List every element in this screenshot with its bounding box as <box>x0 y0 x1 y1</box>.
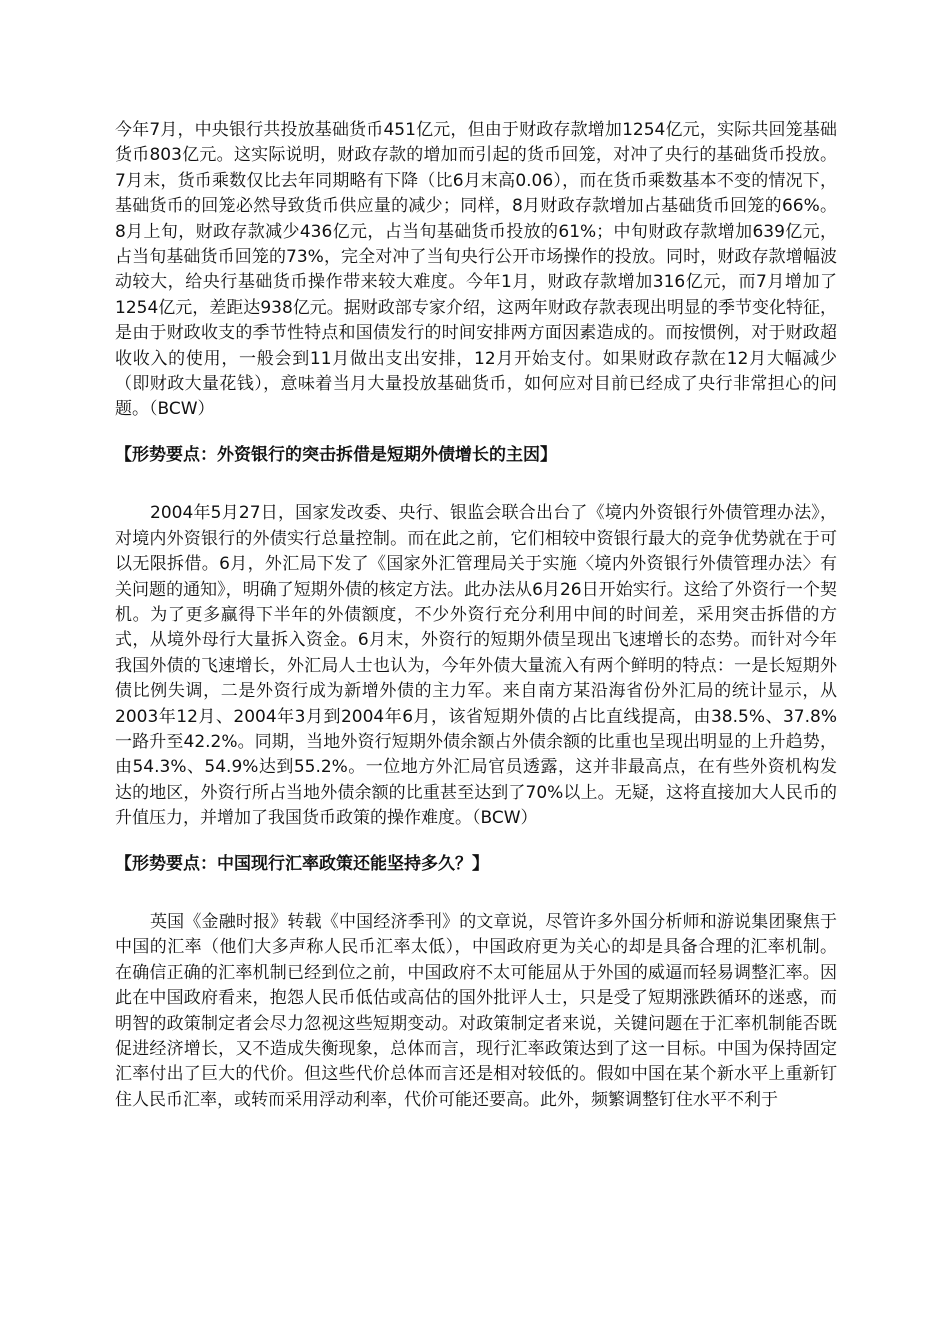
body-paragraph: 今年7月，中央银行共投放基础货币451亿元，但由于财政存款增加1254亿元，实际共回笼基础货币803亿元。这实际说明，财政存款的增加而引起的货币回笼，对冲了央行的基础货币投放。7月末，货币乘数仅比去年同期略有下降（比6月末高0.06），而在货币乘数基本不变的情况下，基础货币的回笼必然导致货币供应量的减少；同样，8月财政存款增加占基础货币回笼的66%。8月上旬，财政存款减少436亿元，占当旬基础货币投放的61%；中旬财政存款增加639亿元，占当旬基础货币回笼的73%，完全对冲了当旬央行公开市场操作的投放。同时，财政存款增幅波动较大，给央行基础货币操作带来较大难度。今年1月，财政存款增加316亿元，而7月增加了1254亿元，差距达938亿元。据财政部专家介绍，这两年财政存款表现出明显的季节变化特征，是由于财政收支的季节性特点和国债发行的时间安排两方面因素造成的。而按惯例，对于财政超收收入的使用，一般会到11月做出支出安排，12月开始支付。如果财政存款在12月大幅减少（即财政大量花钱），意味着当月大量投放基础货币，如何应对目前已经成了央行非常担心的问题。（BCW） <box>115 120 837 420</box>
document-page <box>115 118 837 1113</box>
body-paragraph: 2004年5月27日，国家发改委、央行、银监会联合出台了《境内外资银行外债管理办法》，对境内外资银行的外债实行总量控制。而在此之前，它们相较中资银行最大的竞争优势就在于可以无限拆借。6月，外汇局下发了《国家外汇管理局关于实施〈境内外资银行外债管理办法〉有关问题的通知》，明确了短期外债的核定方法。此办法从6月26日开始实行。这给了外资行一个契机。为了更多赢得下半年的外债额度，不少外资行充分利用中间的时间差，采用突击拆借的方式，从境外母行大量拆入资金。6月末，外资行的短期外债呈现出飞速增长的态势。而针对今年我国外债的飞速增长，外汇局人士也认为，今年外债大量流入有两个鲜明的特点：一是长短期外债比例失调，二是外资行成为新增外债的主力军。来自南方某沿海省份外汇局的统计显示，从2003年12月、2004年3月到2004年6月，该省短期外债的占比直线提高，由38.5%、37.8%一路升至42.2%。同期，当地外资行短期外债余额占外债余额的比重也呈现出明显的上升趋势，由54.3%、54.9%达到55.2%。一位地方外汇局官员透露，这并非最高点，在有些外资机构发达的地区，外资行所占当地外债余额的比重甚至达到了70%以上。无疑，这将直接加大人民币的升值压力，并增加了我国货币政策的操作难度。（BCW） <box>115 503 837 829</box>
section-heading: 【形势要点：中国现行汇率政策还能坚持多久？】 <box>115 853 489 874</box>
body-paragraph: 英国《金融时报》转载《中国经济季刊》的文章说，尽管许多外国分析师和游说集团聚焦于中国的汇率（他们大多声称人民币汇率太低），中国政府更为关心的却是具备合理的汇率机制。在确信正确的汇率机制已经到位之前，中国政府不太可能屈从于外国的威逼而轻易调整汇率。因此在中国政府看来，抱怨人民币低估或高估的国外批评人士，只是受了短期涨跌循环的迷惑，而明智的政策制定者会尽力忽视这些短期变动。对政策制定者来说，关键问题在于汇率机制能否既促进经济增长，又不造成失衡现象，总体而言，现行汇率政策达到了这一目标。中国为保持固定汇率付出了巨大的代价。但这些代价总体而言还是相对较低的。假如中国在某个新水平上重新钉住人民币汇率，或转而采用浮动利率，代价可能还要高。此外，频繁调整钉住水平不利于 <box>115 911 837 1110</box>
section-heading: 【形势要点：外资银行的突击拆借是短期外债增长的主因】 <box>115 444 557 465</box>
